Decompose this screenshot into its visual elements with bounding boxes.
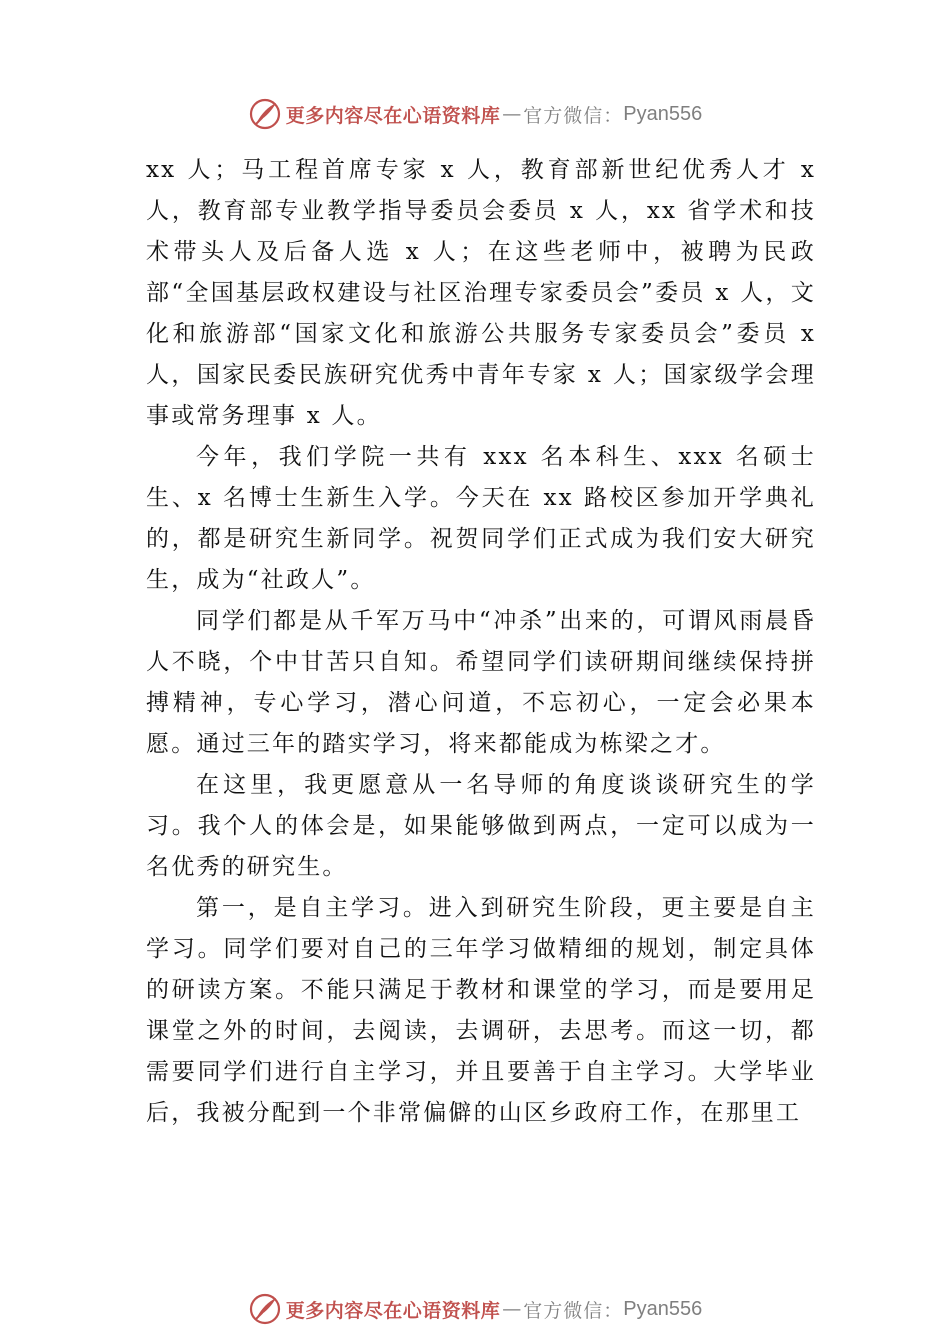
paragraph-5: 第一，是自主学习。进入到研究生阶段，更主要是自主学习。同学们要对自己的三年学习做精细的规划，制定具体的研读方案。不能只满足于教材和课堂的学习，而是要用足课堂之外的时间，去阅读，去调研，去思考。而这一切，都需要同学们进行自主学习，并且要善于自主学习。大学毕业后，我被分配到一个非常偏僻的山区乡政府工作，在那里工	[146, 895, 816, 1126]
paragraph-4: 在这里，我更愿意从一名导师的角度谈谈研究生的学习。我个人的体会是，如果能够做到两点，一定可以成为一名优秀的研究生。	[146, 772, 816, 880]
header-brand: 更多内容尽在心语资料库	[285, 104, 501, 127]
document-body	[146, 150, 816, 1134]
quill-logo-icon	[248, 1292, 282, 1326]
header-banner	[0, 94, 950, 134]
footer-brand: 更多内容尽在心语资料库	[285, 1299, 501, 1322]
header-wechat-id: Pyan556	[623, 102, 703, 125]
footer-wechat-id: Pyan556	[623, 1297, 703, 1320]
footer-separator: —	[502, 1298, 522, 1320]
footer-banner	[0, 1289, 950, 1329]
footer-wechat-label: 官方微信：	[523, 1299, 624, 1322]
paragraph-3: 同学们都是从千军万马中“冲杀”出来的，可谓风雨晨昏人不晓，个中甘苦只自知。希望同学们读研期间继续保持拼搏精神，专心学习，潜心问道，不忘初心，一定会必果本愿。通过三年的踏实学习，将来都能成为栋梁之才。	[146, 608, 816, 757]
header-wechat-label: 官方微信：	[523, 104, 624, 127]
paragraph-1: xx 人；马工程首席专家 x 人，教育部新世纪优秀人才 x 人，教育部专业教学指导委员会委员 x 人，xx 省学术和技术带头人及后备人选 x 人；在这些老师中，被聘为民政部“全国基层政权建设与社区治理专家委员会”委员 x 人，文化和旅游部“国家文化和旅游公共服务专家委员会”委员 x 人，国家民委民族研究优秀中青年专家 x 人；国家级学会理事或常务理事 x 人。	[146, 157, 816, 429]
header-separator: —	[502, 103, 522, 125]
quill-logo-icon	[248, 97, 282, 131]
paragraph-2: 今年，我们学院一共有 xxx 名本科生、xxx 名硕士生、x 名博士生新生入学。今天在 xx 路校区参加开学典礼的，都是研究生新同学。祝贺同学们正式成为我们安大研究生，成为“社政人”。	[146, 444, 816, 593]
